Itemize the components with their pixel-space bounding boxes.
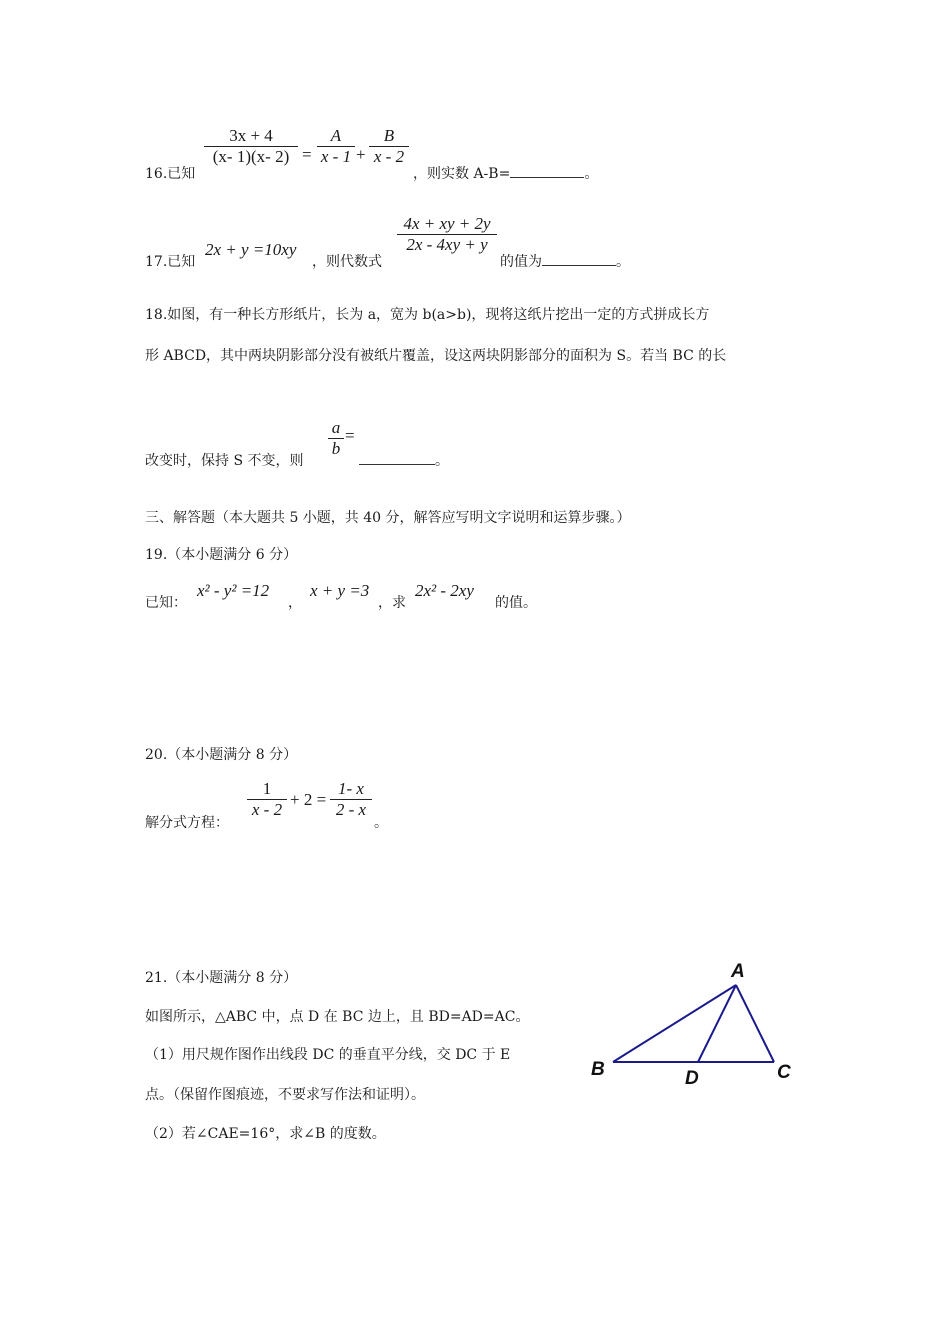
q18-line2: 形 ABCD，其中两块阴影部分没有被纸片覆盖，设这两块阴影部分的面积为 S。若当 BC 的长: [145, 348, 727, 364]
q18-blank-line: [359, 450, 449, 470]
q17-den: 2x - 4xy + y: [406, 235, 488, 254]
q21-line1: 如图所示，△ABC 中，点 D 在 BC 边上，且 BD=AD=AC。: [145, 1009, 530, 1025]
q17-suffix-line: [500, 251, 630, 271]
q17-fraction: [397, 214, 497, 255]
q20-plus-two: + 2 =: [290, 790, 327, 809]
label-c: C: [777, 1062, 791, 1083]
q19-prefix: 已知：: [145, 595, 187, 611]
label-a: A: [731, 961, 745, 982]
q18-line1: 18.如图，有一种长方形纸片，长为 a，宽为 b(a>b)，现将这纸片挖出一定的方式拼成长方: [145, 307, 710, 323]
q17-condition: 2x + y =10xy: [205, 240, 297, 259]
q20-rhs-den: 2 - x: [335, 800, 367, 819]
q20-prefix: 解分式方程：: [145, 815, 229, 831]
q17-suffix: 的值为: [500, 254, 542, 270]
q16-suffix: ，则实数 A-B=: [413, 166, 511, 182]
q18-end: 。: [435, 453, 449, 469]
q16-t2-den: x - 2: [373, 147, 405, 166]
q18-fraction: [328, 418, 344, 459]
q18-line3-prefix: 改变时，保持 S 不变，则: [145, 453, 304, 469]
q16-lhs-fraction: [204, 126, 298, 167]
q21-title: 21.（本小题满分 8 分）: [145, 970, 298, 986]
triangle-figure: [585, 955, 800, 1090]
q19-eq1: x² - y² =12: [197, 581, 270, 600]
q20-rhs-num: 1- x: [338, 779, 364, 798]
q16-lhs-den: (x- 1)(x- 2): [212, 147, 290, 166]
q16-term1: [317, 126, 355, 167]
q20-title: 20.（本小题满分 8 分）: [145, 747, 298, 763]
q21-line3: 点。（保留作图痕迹，不要求写作法和证明）。: [145, 1087, 425, 1103]
q19-mid: ，求: [378, 595, 406, 611]
q19-eq2: x + y =3: [310, 581, 370, 600]
q16-answer-blank[interactable]: [510, 177, 584, 178]
q16-prefix: 16.已知: [145, 166, 196, 182]
q17-num: 4x + xy + 2y: [403, 214, 491, 233]
q18-frac-num: a: [331, 418, 341, 437]
q19-suffix: 的值。: [495, 595, 537, 611]
q20-lhs-num: 1: [262, 779, 272, 798]
q19-comma1: ，: [288, 595, 302, 611]
q17-end: 。: [616, 254, 630, 270]
q21-line2: （1）用尺规作图作出线段 DC 的垂直平分线，交 DC 于 E: [145, 1047, 511, 1063]
q19-title: 19.（本小题满分 6 分）: [145, 547, 298, 563]
q16-lhs-num: 3x + 4: [229, 126, 273, 145]
q16-end: 。: [584, 166, 599, 182]
q19-expression: 2x² - 2xy: [415, 581, 474, 600]
q20-lhs-fraction: [247, 779, 287, 820]
label-d: D: [685, 1068, 699, 1089]
q20-rhs-fraction: [330, 779, 372, 820]
q21-line4: （2）若∠CAE=16°，求∠B 的度数。: [145, 1126, 386, 1142]
q18-equals: =: [345, 426, 355, 445]
side-ac: [736, 985, 774, 1062]
q16-t2-num: B: [383, 126, 395, 145]
q16-suffix-line: [413, 163, 598, 183]
q17-mid: ，则代数式: [312, 254, 382, 270]
q17-prefix: 17.已知: [145, 254, 196, 270]
q16-t1-num: A: [330, 126, 342, 145]
q17-answer-blank[interactable]: [542, 265, 616, 266]
q20-lhs-den: x - 2: [251, 800, 283, 819]
q16-term2: [369, 126, 409, 167]
q18-frac-den: b: [331, 439, 341, 458]
q16-t1-den: x - 1: [320, 147, 352, 166]
section-3-heading: 三、解答题（本大题共 5 小题，共 40 分，解答应写明文字说明和运算步骤。）: [145, 510, 631, 526]
label-b: B: [591, 1059, 605, 1080]
q16-equals: =: [302, 145, 312, 164]
q16-plus: +: [356, 145, 366, 164]
q18-answer-blank[interactable]: [359, 464, 435, 465]
q20-end: 。: [374, 815, 388, 831]
